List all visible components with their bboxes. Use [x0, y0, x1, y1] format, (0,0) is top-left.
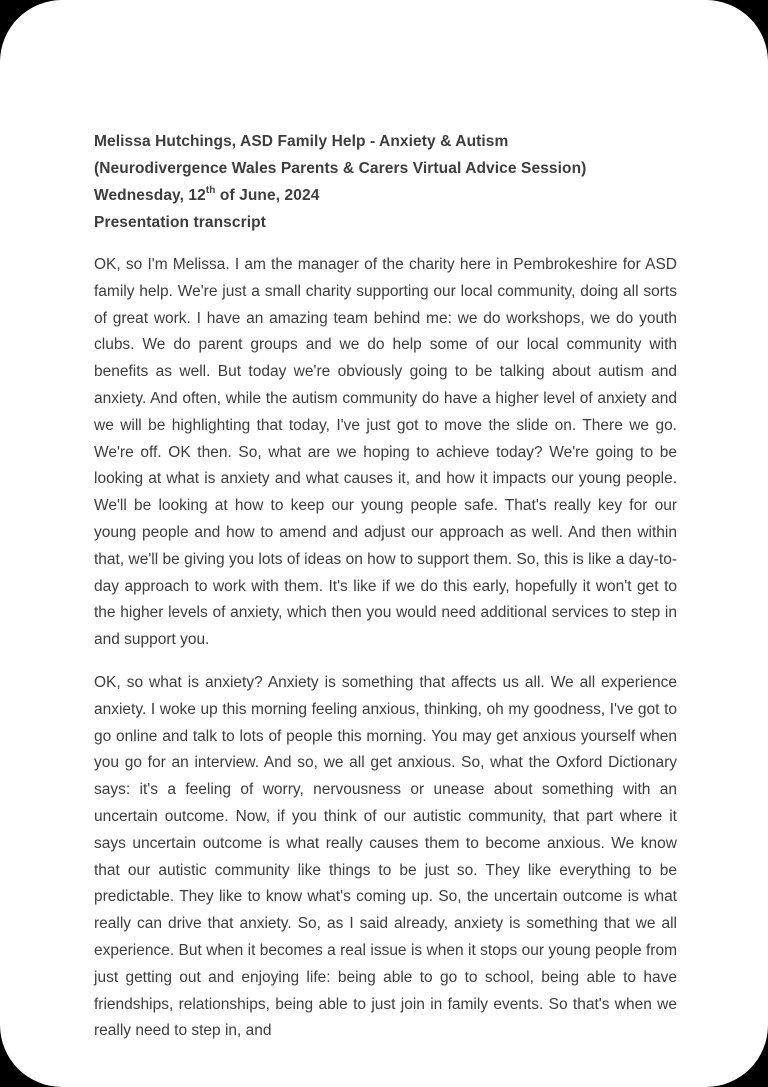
document-date [94, 182, 677, 209]
transcript-paragraph-2: OK, so what is anxiety? Anxiety is something that affects us all. We all experience anxiety. I woke up this morning feeling anxious, thinking, oh my goodness, I've got to go online and talk to lots of people this morning. You may get anxious yourself when you go for an interview. And so, we all get anxious. So, what the Oxford Dictionary says: it's a feeling of worry, nervousness or unease about something with an uncertain outcome. Now, if you think of our autistic community, that part where it says uncertain outcome is what really causes them to become anxious. We know that our autistic community like things to be just so. They like everything to be predictable. They like to know what's coming up. So, the uncertain outcome is what really can drive that anxiety. So, as I said already, anxiety is something that we all experience. But when it becomes a real issue is when it stops our young people from just getting out and enjoying life: being able to go to school, being able to have friendships, relationships, being able to just join in family events. So that's when we really need to step in, and [94, 673, 677, 1040]
document-title: Melissa Hutchings, ASD Family Help - Anxiety & Autism [94, 133, 509, 150]
date-ordinal-superscript: th [205, 184, 216, 196]
document-type-label: Presentation transcript [94, 214, 266, 231]
date-prefix: Wednesday, 12 [94, 187, 206, 204]
document-subtitle: (Neurodivergence Wales Parents & Carers Virtual Advice Session) [94, 160, 587, 177]
page-content [94, 128, 677, 1045]
document-header [94, 128, 677, 236]
transcript-paragraph-1: OK, so I'm Melissa. I am the manager of the charity here in Pembrokeshire for ASD family help. We're just a small charity supporting our local community, doing all sorts of great work. I have an amazing team behind me: we do workshops, we do youth clubs. We do parent groups and we do help some of our local community with benefits as well. But today we're obviously going to be talking about autism and anxiety. And often, while the autism community do have a higher level of anxiety and we will be highlighting that today, I've just got to move the slide on. There we go. We're off. OK then. So, what are we hoping to achieve today? We're going to be looking at what is anxiety and what causes it, and how it impacts our young people. We'll be looking at how to keep our young people safe. That's really key for our young people and how to amend and adjust our approach as well. And then within that, we'll be giving you lots of ideas on how to support them. So, this is like a day-to-day approach to work with them. It's like if we do this early, hopefully it won't get to the higher levels of anxiety, which then you would need additional services to step in and support you. [94, 256, 677, 649]
date-suffix: of June, 2024 [215, 187, 320, 204]
